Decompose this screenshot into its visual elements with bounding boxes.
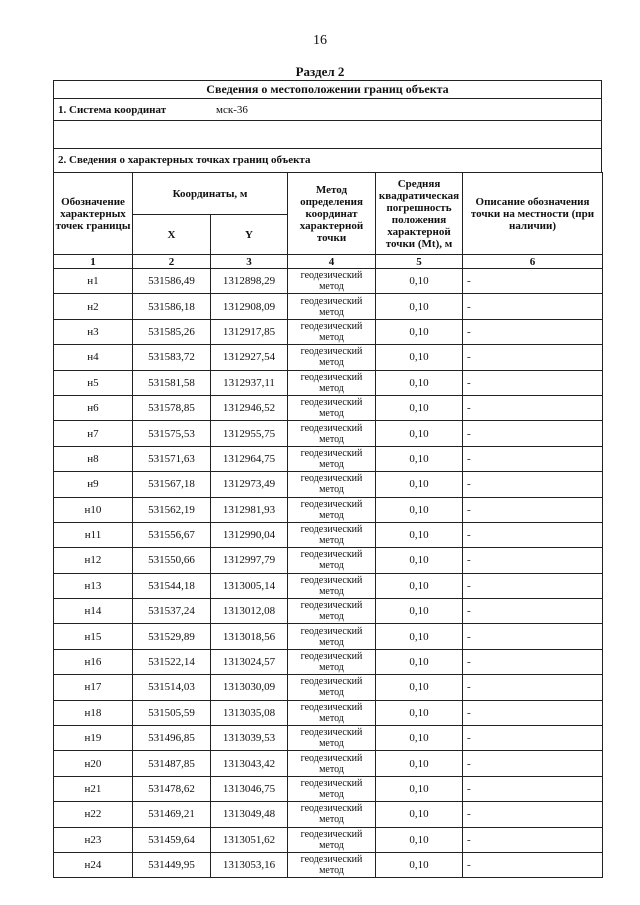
method-cell: геодезический метод (288, 649, 376, 674)
y-coordinate: 1313012,08 (211, 599, 288, 624)
point-label: н12 (54, 548, 133, 573)
y-coordinate: 1312917,85 (211, 319, 288, 344)
table-row (54, 802, 603, 827)
method-cell: геодезический метод (288, 852, 376, 877)
table-row (54, 522, 603, 547)
error-value: 0,10 (376, 319, 463, 344)
error-value: 0,10 (376, 573, 463, 598)
boundary-document (53, 80, 602, 878)
error-value: 0,10 (376, 675, 463, 700)
point-label: н1 (54, 269, 133, 294)
point-description: - (463, 370, 603, 395)
y-coordinate: 1312908,09 (211, 294, 288, 319)
method-cell: геодезический метод (288, 675, 376, 700)
x-coordinate: 531586,49 (133, 269, 211, 294)
error-value: 0,10 (376, 802, 463, 827)
error-value: 0,10 (376, 548, 463, 573)
point-description: - (463, 548, 603, 573)
point-label: н11 (54, 522, 133, 547)
y-coordinate: 1313018,56 (211, 624, 288, 649)
error-value: 0,10 (376, 395, 463, 420)
x-coordinate: 531581,58 (133, 370, 211, 395)
coordinate-system-label: 1. Система координат (58, 104, 167, 116)
x-coordinate: 531562,19 (133, 497, 211, 522)
header-point: Обозначение характерных точек границы (54, 173, 133, 255)
y-coordinate: 1313049,48 (211, 802, 288, 827)
header-coordinates: Координаты, м (133, 173, 288, 215)
x-coordinate: 531585,26 (133, 319, 211, 344)
point-description: - (463, 395, 603, 420)
table-row (54, 294, 603, 319)
point-label: н2 (54, 294, 133, 319)
point-label: н4 (54, 345, 133, 370)
error-value: 0,10 (376, 827, 463, 852)
method-cell: геодезический метод (288, 548, 376, 573)
method-cell: геодезический метод (288, 345, 376, 370)
x-coordinate: 531529,89 (133, 624, 211, 649)
point-description: - (463, 802, 603, 827)
point-label: н19 (54, 726, 133, 751)
column-number: 5 (376, 255, 463, 269)
method-cell: геодезический метод (288, 497, 376, 522)
table-row (54, 395, 603, 420)
x-coordinate: 531478,62 (133, 776, 211, 801)
x-coordinate: 531583,72 (133, 345, 211, 370)
coordinate-system-row (53, 98, 602, 120)
table-row (54, 649, 603, 674)
x-coordinate: 531522,14 (133, 649, 211, 674)
method-cell: геодезический метод (288, 776, 376, 801)
y-coordinate: 1313046,75 (211, 776, 288, 801)
x-coordinate: 531575,53 (133, 421, 211, 446)
point-description: - (463, 675, 603, 700)
method-cell: геодезический метод (288, 421, 376, 446)
method-cell: геодезический метод (288, 599, 376, 624)
section-heading: Раздел 2 (295, 64, 345, 79)
error-value: 0,10 (376, 599, 463, 624)
point-label: н18 (54, 700, 133, 725)
method-cell: геодезический метод (288, 294, 376, 319)
column-number: 1 (54, 255, 133, 269)
point-description: - (463, 446, 603, 471)
error-value: 0,10 (376, 472, 463, 497)
table-row (54, 548, 603, 573)
page-number: 16 (313, 33, 327, 48)
table-row (54, 345, 603, 370)
error-value: 0,10 (376, 370, 463, 395)
y-coordinate: 1312937,11 (211, 370, 288, 395)
point-description: - (463, 649, 603, 674)
method-cell: геодезический метод (288, 395, 376, 420)
error-value: 0,10 (376, 776, 463, 801)
point-label: н8 (54, 446, 133, 471)
header-method: Метод определения координат характерной точки (288, 173, 376, 255)
table-title: Сведения о местоположении границ объекта (53, 80, 602, 98)
point-label: н22 (54, 802, 133, 827)
y-coordinate: 1312997,79 (211, 548, 288, 573)
x-coordinate: 531449,95 (133, 852, 211, 877)
method-cell: геодезический метод (288, 802, 376, 827)
x-coordinate: 531567,18 (133, 472, 211, 497)
point-description: - (463, 294, 603, 319)
error-value: 0,10 (376, 852, 463, 877)
table-row (54, 675, 603, 700)
table-row (54, 370, 603, 395)
point-description: - (463, 852, 603, 877)
table-row (54, 599, 603, 624)
point-label: н13 (54, 573, 133, 598)
table-row (54, 573, 603, 598)
point-description: - (463, 700, 603, 725)
method-cell: геодезический метод (288, 624, 376, 649)
point-description: - (463, 522, 603, 547)
method-cell: геодезический метод (288, 700, 376, 725)
error-value: 0,10 (376, 421, 463, 446)
y-coordinate: 1313043,42 (211, 751, 288, 776)
header-x: X (133, 215, 211, 255)
error-value: 0,10 (376, 446, 463, 471)
point-description: - (463, 624, 603, 649)
method-cell: геодезический метод (288, 269, 376, 294)
error-value: 0,10 (376, 345, 463, 370)
table-row (54, 472, 603, 497)
point-description: - (463, 776, 603, 801)
table-row (54, 751, 603, 776)
column-number: 6 (463, 255, 603, 269)
y-coordinate: 1313035,08 (211, 700, 288, 725)
error-value: 0,10 (376, 624, 463, 649)
y-coordinate: 1313005,14 (211, 573, 288, 598)
table-row (54, 726, 603, 751)
error-value: 0,10 (376, 751, 463, 776)
x-coordinate: 531496,85 (133, 726, 211, 751)
table-row (54, 852, 603, 877)
x-coordinate: 531469,21 (133, 802, 211, 827)
point-label: н10 (54, 497, 133, 522)
points-table-body (54, 269, 603, 878)
point-description: - (463, 472, 603, 497)
method-cell: геодезический метод (288, 446, 376, 471)
x-coordinate: 531459,64 (133, 827, 211, 852)
header-description: Описание обозначения точки на местности (при наличии) (463, 173, 603, 255)
table-row (54, 827, 603, 852)
x-coordinate: 531487,85 (133, 751, 211, 776)
error-value: 0,10 (376, 700, 463, 725)
point-label: н17 (54, 675, 133, 700)
error-value: 0,10 (376, 649, 463, 674)
y-coordinate: 1312927,54 (211, 345, 288, 370)
method-cell: геодезический метод (288, 573, 376, 598)
y-coordinate: 1313039,53 (211, 726, 288, 751)
y-coordinate: 1313030,09 (211, 675, 288, 700)
y-coordinate: 1313051,62 (211, 827, 288, 852)
point-description: - (463, 269, 603, 294)
table-row (54, 700, 603, 725)
point-label: н5 (54, 370, 133, 395)
point-label: н9 (54, 472, 133, 497)
point-description: - (463, 319, 603, 344)
error-value: 0,10 (376, 497, 463, 522)
point-description: - (463, 421, 603, 446)
point-label: н24 (54, 852, 133, 877)
table-row (54, 446, 603, 471)
method-cell: геодезический метод (288, 751, 376, 776)
x-coordinate: 531586,18 (133, 294, 211, 319)
x-coordinate: 531544,18 (133, 573, 211, 598)
x-coordinate: 531578,85 (133, 395, 211, 420)
y-coordinate: 1312964,75 (211, 446, 288, 471)
header-error: Средняя квадратическая погрешность положения характерной точки (Mt), м (376, 173, 463, 255)
error-value: 0,10 (376, 269, 463, 294)
section2-title: 2. Сведения о характерных точках границ объекта (53, 148, 602, 172)
table-row (54, 319, 603, 344)
error-value: 0,10 (376, 726, 463, 751)
point-label: н15 (54, 624, 133, 649)
y-coordinate: 1312973,49 (211, 472, 288, 497)
y-coordinate: 1312955,75 (211, 421, 288, 446)
point-description: - (463, 573, 603, 598)
column-number: 3 (211, 255, 288, 269)
x-coordinate: 531571,63 (133, 446, 211, 471)
coordinate-system-value: мск-36 (216, 104, 248, 116)
method-cell: геодезический метод (288, 370, 376, 395)
table-row (54, 421, 603, 446)
point-label: н7 (54, 421, 133, 446)
point-description: - (463, 345, 603, 370)
x-coordinate: 531550,66 (133, 548, 211, 573)
point-description: - (463, 599, 603, 624)
method-cell: геодезический метод (288, 522, 376, 547)
table-row (54, 269, 603, 294)
x-coordinate: 531514,03 (133, 675, 211, 700)
y-coordinate: 1313053,16 (211, 852, 288, 877)
table-row (54, 776, 603, 801)
x-coordinate: 531556,67 (133, 522, 211, 547)
point-label: н6 (54, 395, 133, 420)
point-description: - (463, 827, 603, 852)
y-coordinate: 1312946,52 (211, 395, 288, 420)
column-number: 4 (288, 255, 376, 269)
point-label: н23 (54, 827, 133, 852)
point-label: н3 (54, 319, 133, 344)
points-table (53, 172, 603, 878)
point-description: - (463, 751, 603, 776)
y-coordinate: 1312990,04 (211, 522, 288, 547)
header-y: Y (211, 215, 288, 255)
point-label: н14 (54, 599, 133, 624)
method-cell: геодезический метод (288, 726, 376, 751)
method-cell: геодезический метод (288, 472, 376, 497)
error-value: 0,10 (376, 522, 463, 547)
y-coordinate: 1313024,57 (211, 649, 288, 674)
y-coordinate: 1312898,29 (211, 269, 288, 294)
method-cell: геодезический метод (288, 319, 376, 344)
point-description: - (463, 497, 603, 522)
x-coordinate: 531505,59 (133, 700, 211, 725)
table-row (54, 624, 603, 649)
spacer-row (53, 120, 602, 148)
point-label: н21 (54, 776, 133, 801)
y-coordinate: 1312981,93 (211, 497, 288, 522)
point-label: н20 (54, 751, 133, 776)
x-coordinate: 531537,24 (133, 599, 211, 624)
point-description: - (463, 726, 603, 751)
table-row (54, 497, 603, 522)
column-number: 2 (133, 255, 211, 269)
error-value: 0,10 (376, 294, 463, 319)
point-label: н16 (54, 649, 133, 674)
column-number-row (54, 255, 603, 269)
method-cell: геодезический метод (288, 827, 376, 852)
